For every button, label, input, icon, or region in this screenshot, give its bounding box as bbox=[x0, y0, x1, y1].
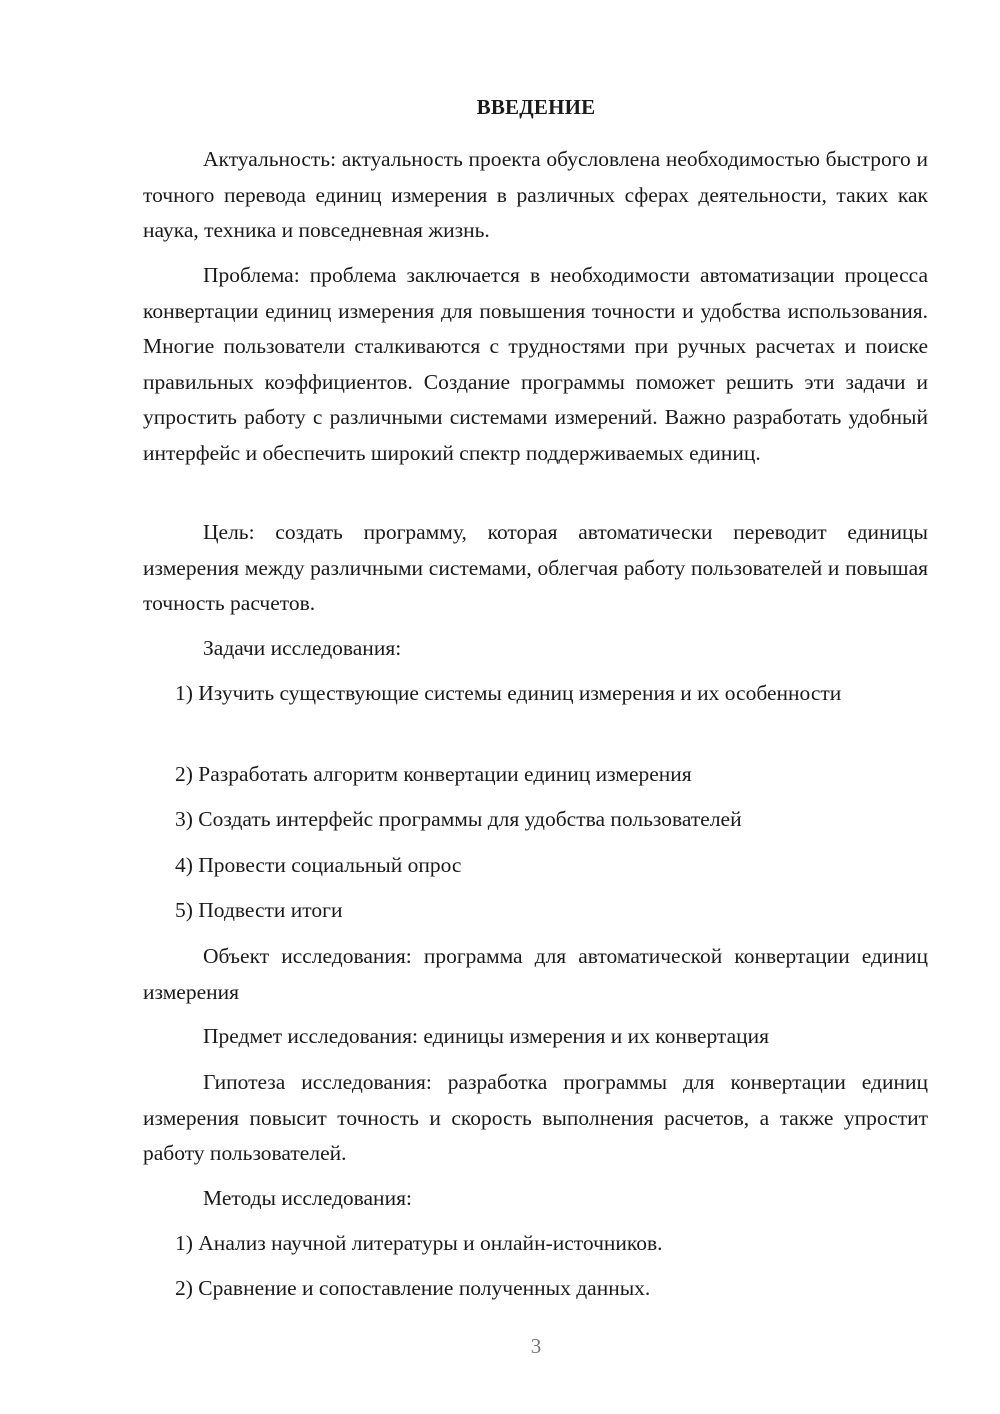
tasks-heading: Задачи исследования: bbox=[203, 636, 402, 660]
goal-paragraph: Цель: создать программу, которая автоматически переводит единицы измерения между различными системами, облегчая работу пользователей и повышая точность расчетов. bbox=[143, 520, 928, 615]
subject-paragraph: Предмет исследования: единицы измерения и их конвертация bbox=[203, 1024, 770, 1048]
hypothesis-paragraph: Гипотеза исследования: разработка программы для конвертации единиц измерения повысит точность и скорость выполнения расчетов, а также упростит работу пользователей. bbox=[143, 1070, 928, 1165]
relevance-paragraph: Актуальность: актуальность проекта обусловлена необходимостью быстрого и точного перевода единиц измерения в различных сферах деятельности, таких как наука, техника и повседневная жизнь. bbox=[143, 147, 928, 242]
section-title: ВВЕДЕНИЕ bbox=[476, 95, 596, 119]
method-item-1: 1) Анализ научной литературы и онлайн-источников. bbox=[175, 1231, 663, 1255]
task-item-5: 5) Подвести итоги bbox=[175, 898, 343, 922]
task-item-1: 1) Изучить существующие системы единиц измерения и их особенности bbox=[175, 681, 842, 705]
methods-heading: Методы исследования: bbox=[203, 1186, 412, 1210]
task-item-4: 4) Провести социальный опрос bbox=[175, 853, 462, 877]
problem-paragraph: Проблема: проблема заключается в необходимости автоматизации процесса конвертации единиц измерения для повышения точности и удобства использования. Многие пользователи сталкиваются с трудностями при ручных расчетах и поиске правильных коэффициентов. Создание программы поможет решить эти задачи и упростить работу с различными системами измерений. Важно разработать удобный интерфейс и обеспечить широкий спектр поддерживаемых единиц. bbox=[143, 263, 928, 465]
method-item-2: 2) Сравнение и сопоставление полученных данных. bbox=[175, 1276, 651, 1300]
task-item-3: 3) Создать интерфейс программы для удобства пользователей bbox=[175, 807, 742, 831]
page-number: 3 bbox=[530, 1334, 542, 1358]
task-item-2: 2) Разработать алгоритм конвертации единиц измерения bbox=[175, 762, 692, 786]
object-paragraph: Объект исследования: программа для автоматической конвертации единиц измерения bbox=[143, 944, 928, 1004]
